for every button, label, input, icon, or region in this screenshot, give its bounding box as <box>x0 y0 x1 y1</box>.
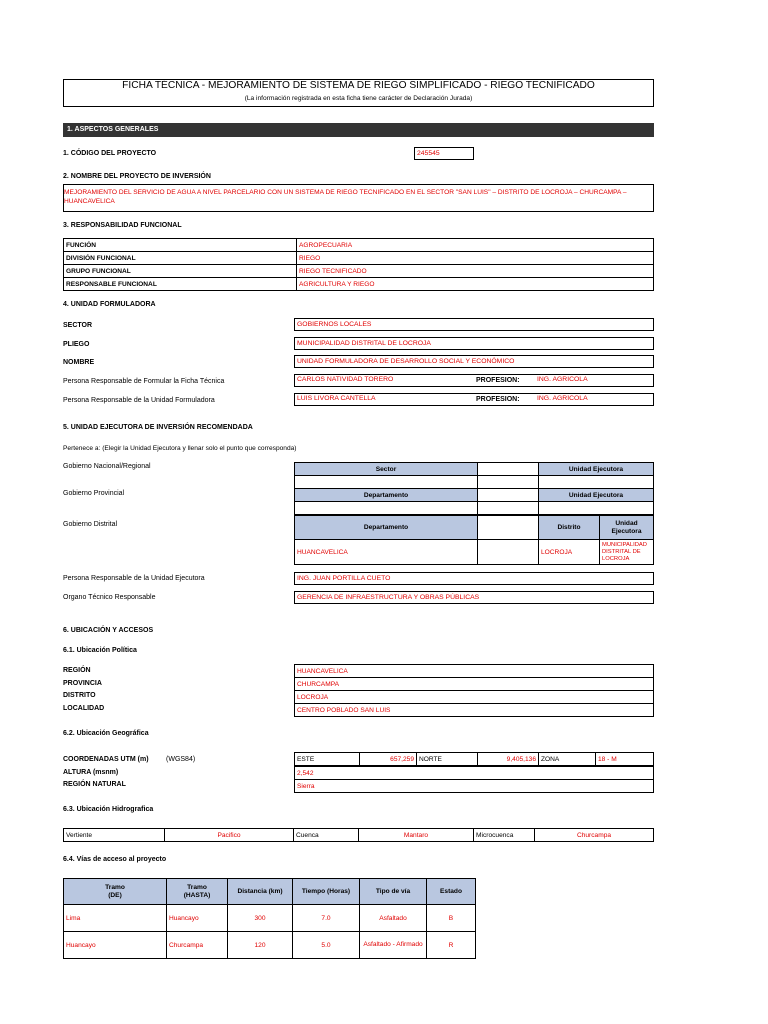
table-cell <box>478 516 539 540</box>
table-cell <box>478 502 539 515</box>
table-row <box>295 704 654 717</box>
document-title: FICHA TÉCNICA - MEJORAMIENTO DE SISTEMA DE RIEGO SIMPLIFICADO - RIEGO TECNIFICADO <box>122 80 595 91</box>
section-header-aspectos: 1. ASPECTOS GENERALES <box>63 123 654 137</box>
table-cell: CENTRO POBLADO SAN LUIS <box>295 704 654 717</box>
table-cell <box>478 463 539 476</box>
table-cell <box>478 540 539 565</box>
este-value: 657,259 <box>360 753 417 766</box>
nombre-proyecto-label: 2. NOMBRE DEL PROYECTO DE INVERSIÓN <box>63 173 211 180</box>
table-row <box>64 905 476 932</box>
responsabilidad-label: 3. RESPONSABILIDAD FUNCIONAL <box>63 222 182 229</box>
table-row <box>64 239 654 252</box>
ubicacion-geografica-label: 6.2. Ubicación Geográfica <box>63 730 149 737</box>
distrito-label: DISTRITO <box>63 692 96 699</box>
cuenca-value: Mantaro <box>359 829 474 842</box>
resp-uf-value: LUIS LIVORA CANTELLA <box>297 395 376 402</box>
unidad-formuladora-label: 4. UNIDAD FORMULADORA <box>63 301 156 308</box>
hidrografica-table <box>63 828 654 842</box>
document-subtitle: (La información registrada en esta ficha tiene carácter de Declaración Jurada) <box>244 95 473 102</box>
organo-value: GERENCIA DE INFRAESTRUCTURA Y OBRAS PÚBLICAS <box>294 591 654 604</box>
profesion-value-2: ING. AGRÍCOLA <box>537 395 588 402</box>
table-cell: GRUPO FUNCIONAL <box>64 265 297 278</box>
header-departamento: Departamento <box>295 489 478 502</box>
zona-label: ZONA <box>539 753 596 766</box>
table-row <box>295 665 654 678</box>
localidad-label: LOCALIDAD <box>63 705 105 712</box>
table-cell: 5.0 <box>293 932 360 959</box>
table-cell: 120 <box>228 932 293 959</box>
header-unidad-ejecutora: Unidad Ejecutora <box>539 489 654 502</box>
resp-uf-label: Persona Responsable de la Unidad Formuladora <box>63 397 215 404</box>
codigo-value: 245545 <box>414 147 474 160</box>
table-cell: 7.0 <box>293 905 360 932</box>
region-natural-value: Sierra <box>295 780 654 793</box>
gob-provincial-table <box>294 488 654 515</box>
table-cell: Huancayo <box>167 905 228 932</box>
table-cell <box>478 489 539 502</box>
table-row <box>64 932 476 959</box>
table-cell: AGRICULTURA Y RIEGO <box>297 278 654 291</box>
table-cell <box>295 502 478 515</box>
zona-value: 18 - M <box>596 753 654 766</box>
header-distrito: Distrito <box>539 516 600 540</box>
distrital-distrito: LOCROJA <box>539 540 600 565</box>
profesion-label-2: PROFESION: <box>476 396 520 403</box>
vias-header-distancia: Distancia (km) <box>228 879 293 905</box>
coordenadas-table <box>294 752 654 766</box>
ubicacion-label: 6. UBICACIÓN Y ACCESOS <box>63 627 154 634</box>
organo-label: Organo Técnico Responsable <box>63 594 156 601</box>
header-sector: Sector <box>295 463 478 476</box>
table-cell: LOCROJA <box>295 691 654 704</box>
vias-header-de: Tramo (DE) <box>64 879 167 905</box>
cuenca-label: Cuenca <box>294 829 359 842</box>
codigo-label: 1. CÓDIGO DEL PROYECTO <box>63 150 157 157</box>
table-cell: RIEGO TECNIFICADO <box>297 265 654 278</box>
altura-value: 2,542 <box>295 767 654 780</box>
table-cell: FUNCIÓN <box>64 239 297 252</box>
table-cell: RIEGO <box>297 252 654 265</box>
table-cell: Huancayo <box>64 932 167 959</box>
resp-ue-label: Persona Responsable de la Unidad Ejecutora <box>63 575 205 582</box>
nombre-uf-label: NOMBRE <box>63 359 95 366</box>
region-label: REGIÓN <box>63 667 91 674</box>
table-cell: B <box>427 905 476 932</box>
responsabilidad-table <box>63 238 654 291</box>
table-cell: Asfaltado - Afirmado <box>360 932 427 959</box>
table-cell: DIVISIÓN FUNCIONAL <box>64 252 297 265</box>
table-cell: R <box>427 932 476 959</box>
sector-label: SECTOR <box>63 322 93 329</box>
ubicacion-hidrografica-label: 6.3. Ubicación Hidrografica <box>63 806 154 813</box>
gob-distrital-label: Gobierno Distrital <box>63 521 118 528</box>
table-row <box>64 278 654 291</box>
vias-header-tipo: Tipo de vía <box>360 879 427 905</box>
nombre-uf-value: UNIDAD FORMULADORA DE DESARROLLO SOCIAL Y ECONÓMICO <box>294 355 654 368</box>
vertiente-label: Vertiente <box>64 829 165 842</box>
ubicacion-politica-label: 6.1. Ubicación Política <box>63 647 137 654</box>
table-cell <box>539 476 654 489</box>
vias-acceso-label: 6.4. Vías de acceso al proyecto <box>63 856 167 863</box>
gob-provincial-label: Gobierno Provincial <box>63 490 125 497</box>
norte-value: 9,405,136 <box>478 753 539 766</box>
table-cell <box>539 502 654 515</box>
table-cell: Asfaltado <box>360 905 427 932</box>
table-row <box>64 265 654 278</box>
profesion-value-1: ING. AGRICOLA <box>537 376 588 383</box>
region-natural-label: REGIÓN NATURAL <box>63 781 126 788</box>
header-unidad-ejecutora: Unidad Ejecutora <box>600 516 654 540</box>
vias-header-tiempo: Tiempo (Horas) <box>293 879 360 905</box>
table-cell: HUANCAVELICA <box>295 665 654 678</box>
pliego-label: PLIEGO <box>63 341 90 348</box>
provincia-label: PROVINCIA <box>63 680 102 687</box>
table-cell: Lima <box>64 905 167 932</box>
microcuenca-label: Microcuenca <box>474 829 535 842</box>
table-cell: Churcampa <box>167 932 228 959</box>
table-row <box>295 691 654 704</box>
table-cell: AGROPECUARIA <box>297 239 654 252</box>
sector-value: GOBIERNOS LOCALES <box>294 318 654 331</box>
vertiente-value: Pacifico <box>165 829 294 842</box>
table-cell: 300 <box>228 905 293 932</box>
table-cell <box>478 476 539 489</box>
politica-table <box>294 664 654 717</box>
resp-formular-value: CARLOS NATIVIDAD TORERO <box>297 376 394 383</box>
resp-formular-label: Persona Responsable de Formular la Ficha Técnica <box>63 378 225 385</box>
table-row <box>64 252 654 265</box>
altura-label: ALTURA (msnm) <box>63 769 119 776</box>
distrital-unidad: MUNICIPALIDAD DISTRITAL DE LOCROJA <box>600 540 654 565</box>
microcuenca-value: Churcampa <box>535 829 654 842</box>
altura-table <box>294 766 654 793</box>
distrital-departamento: HUANCAVELICA <box>295 540 478 565</box>
table-cell <box>295 476 478 489</box>
header-departamento: Departamento <box>295 516 478 540</box>
profesion-label-1: PROFESION: <box>476 377 520 384</box>
table-row <box>295 678 654 691</box>
unidad-ejecutora-note: Pertenece a: (Elegir la Unidad Ejecutora y llenar solo el punto que corresponda) <box>63 445 297 452</box>
gob-distrital-table <box>294 515 654 565</box>
header-unidad-ejecutora: Unidad Ejecutora <box>539 463 654 476</box>
nombre-proyecto-value: MEJORAMIENTO DEL SERVICIO DE AGUA A NIVEL PARCELARIO CON UN SISTEMA DE RIEGO TECNIFICADO EN EL SECTOR "SAN LUIS" – DISTRITO DE LOCROJA – CHURCAMPA – HUANCAVELICA <box>64 189 627 205</box>
vias-header-hasta: Tramo (HASTA) <box>167 879 228 905</box>
gob-nacional-label: Gobierno Nacional/Regional <box>63 463 151 470</box>
datum-label: (WGS84) <box>166 756 196 763</box>
norte-label: NORTE <box>417 753 478 766</box>
resp-ue-value: ING. JUAN PORTILLA CUETO <box>294 572 654 585</box>
unidad-ejecutora-label: 5. UNIDAD EJECUTORA DE INVERSIÓN RECOMENDADA <box>63 424 253 431</box>
vias-table <box>63 878 476 959</box>
table-cell: CHURCAMPA <box>295 678 654 691</box>
gob-nacional-table <box>294 462 654 489</box>
table-cell: RESPONSABLE FUNCIONAL <box>64 278 297 291</box>
pliego-value: MUNICIPALIDAD DISTRITAL DE LOCROJA <box>294 337 654 350</box>
este-label: ESTE <box>295 753 360 766</box>
vias-header-estado: Estado <box>427 879 476 905</box>
coordenadas-label: COORDENADAS UTM (m) <box>63 756 149 763</box>
